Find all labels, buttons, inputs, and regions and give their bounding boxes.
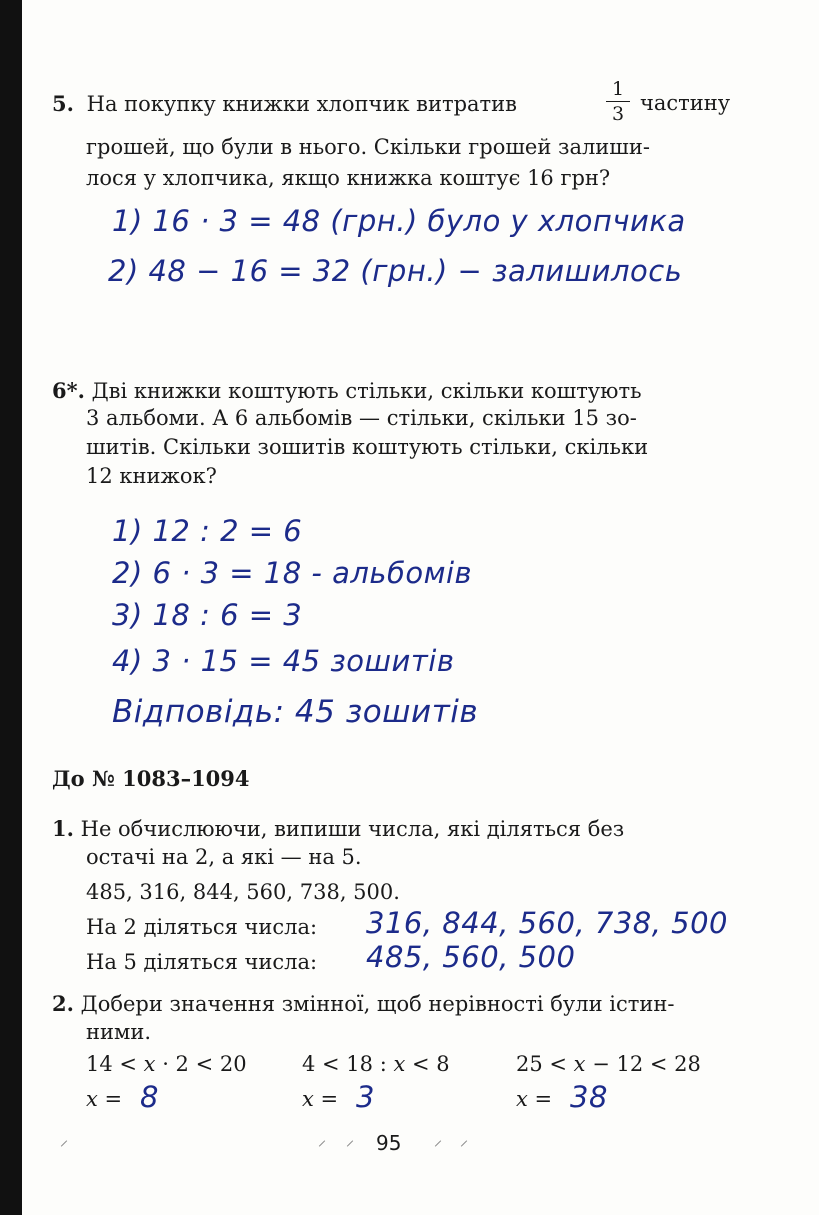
ans1-eq: = bbox=[97, 1087, 123, 1111]
inequality-2 bbox=[302, 1052, 450, 1076]
ex1-numbers: 485, 316, 844, 560, 738, 500. bbox=[86, 880, 400, 904]
task5-text-a: На покупку книжки хлопчик витратив bbox=[86, 92, 517, 116]
answer-3: 38 bbox=[570, 1080, 608, 1114]
section-heading: До № 1083–1094 bbox=[52, 766, 250, 791]
task5-solution-1: 1) 16 · 3 = 48 (грн.) було у хлопчика bbox=[112, 204, 686, 238]
scan-mark bbox=[61, 1140, 67, 1146]
task6-line2: 3 альбоми. А 6 альбомів — стільки, скільки 15 зо- bbox=[86, 406, 637, 430]
scan-mark bbox=[347, 1140, 353, 1146]
task6-text-1: Дві книжки коштують стільки, скільки коштують bbox=[91, 379, 642, 403]
answer-3-label bbox=[516, 1087, 552, 1111]
ex1-text-1: Не обчислюючи, випиши числа, які діляться без bbox=[80, 817, 625, 841]
answer-1-label bbox=[86, 1087, 122, 1111]
scan-mark bbox=[319, 1140, 325, 1146]
task6-solution-2: 2) 6 · 3 = 18 - альбомів bbox=[112, 556, 473, 590]
ex2-line1 bbox=[52, 988, 674, 1020]
ineq3-left: 25 < bbox=[516, 1052, 574, 1076]
task5-text-b: частину bbox=[640, 91, 731, 115]
task6-number: 6*. bbox=[52, 378, 85, 403]
ans3-var: x bbox=[516, 1087, 528, 1111]
ineq2-right: < 8 bbox=[405, 1052, 450, 1076]
fraction-numerator: 1 bbox=[611, 78, 625, 100]
task5-solution-2: 2) 48 − 16 = 32 (грн.) − залишилось bbox=[108, 254, 683, 288]
ineq1-left: 14 < bbox=[86, 1052, 144, 1076]
page-number: 95 bbox=[376, 1131, 402, 1155]
ans2-eq: = bbox=[313, 1087, 339, 1111]
ans3-eq: = bbox=[527, 1087, 553, 1111]
ex1-div5-answer: 485, 560, 500 bbox=[366, 940, 576, 974]
answer-2: 3 bbox=[356, 1080, 375, 1114]
task5-line2: грошей, що були в нього. Скільки грошей залиши- bbox=[86, 135, 650, 159]
task6-solution-4: 4) 3 · 15 = 45 зошитів bbox=[112, 644, 455, 678]
task6-line3: шитів. Скільки зошитів коштують стільки, скільки bbox=[86, 435, 649, 459]
ex1-line2: остачі на 2, а які — на 5. bbox=[86, 845, 362, 869]
task5-number: 5. bbox=[52, 91, 74, 116]
ex1-div2-label: На 2 діляться числа: bbox=[86, 915, 318, 939]
scan-mark bbox=[435, 1140, 441, 1146]
inequality-1 bbox=[86, 1052, 247, 1076]
ans2-var: x bbox=[302, 1087, 314, 1111]
ineq3-right: − 12 < 28 bbox=[585, 1052, 701, 1076]
inequality-3 bbox=[516, 1052, 701, 1076]
book-binding-edge bbox=[0, 0, 22, 1215]
task6-solution-1: 1) 12 : 2 = 6 bbox=[112, 514, 303, 548]
fraction-denominator: 3 bbox=[611, 103, 625, 125]
task5-line1 bbox=[52, 88, 517, 120]
ineq3-var: x bbox=[573, 1052, 586, 1076]
ineq1-var: x bbox=[143, 1052, 156, 1076]
answer-1: 8 bbox=[140, 1080, 159, 1114]
scan-mark bbox=[461, 1140, 467, 1146]
ex1-line1 bbox=[52, 813, 624, 845]
task6-line4: 12 книжок? bbox=[86, 464, 217, 488]
ex2-line2: ними. bbox=[86, 1020, 151, 1044]
ex1-div5-label: На 5 діляться числа: bbox=[86, 950, 318, 974]
ineq2-left: 4 < 18 : bbox=[302, 1052, 394, 1076]
answer-2-label bbox=[302, 1087, 338, 1111]
task6-solution-3: 3) 18 : 6 = 3 bbox=[112, 598, 303, 632]
ex2-number: 2. bbox=[52, 991, 74, 1016]
ans1-var: x bbox=[86, 1087, 98, 1111]
ex1-number: 1. bbox=[52, 816, 74, 841]
task6-answer: Відповідь: 45 зошитів bbox=[112, 694, 479, 730]
ineq1-right: · 2 < 20 bbox=[155, 1052, 247, 1076]
task5-line3: лося у хлопчика, якщо книжка коштує 16 грн? bbox=[86, 166, 611, 190]
fraction-one-third bbox=[606, 78, 630, 125]
ex1-div2-answer: 316, 844, 560, 738, 500 bbox=[366, 906, 729, 940]
ineq2-var: x bbox=[393, 1052, 406, 1076]
ex2-text-1: Добери значення змінної, щоб нерівності були істин- bbox=[80, 992, 675, 1016]
fraction-bar bbox=[606, 101, 630, 102]
